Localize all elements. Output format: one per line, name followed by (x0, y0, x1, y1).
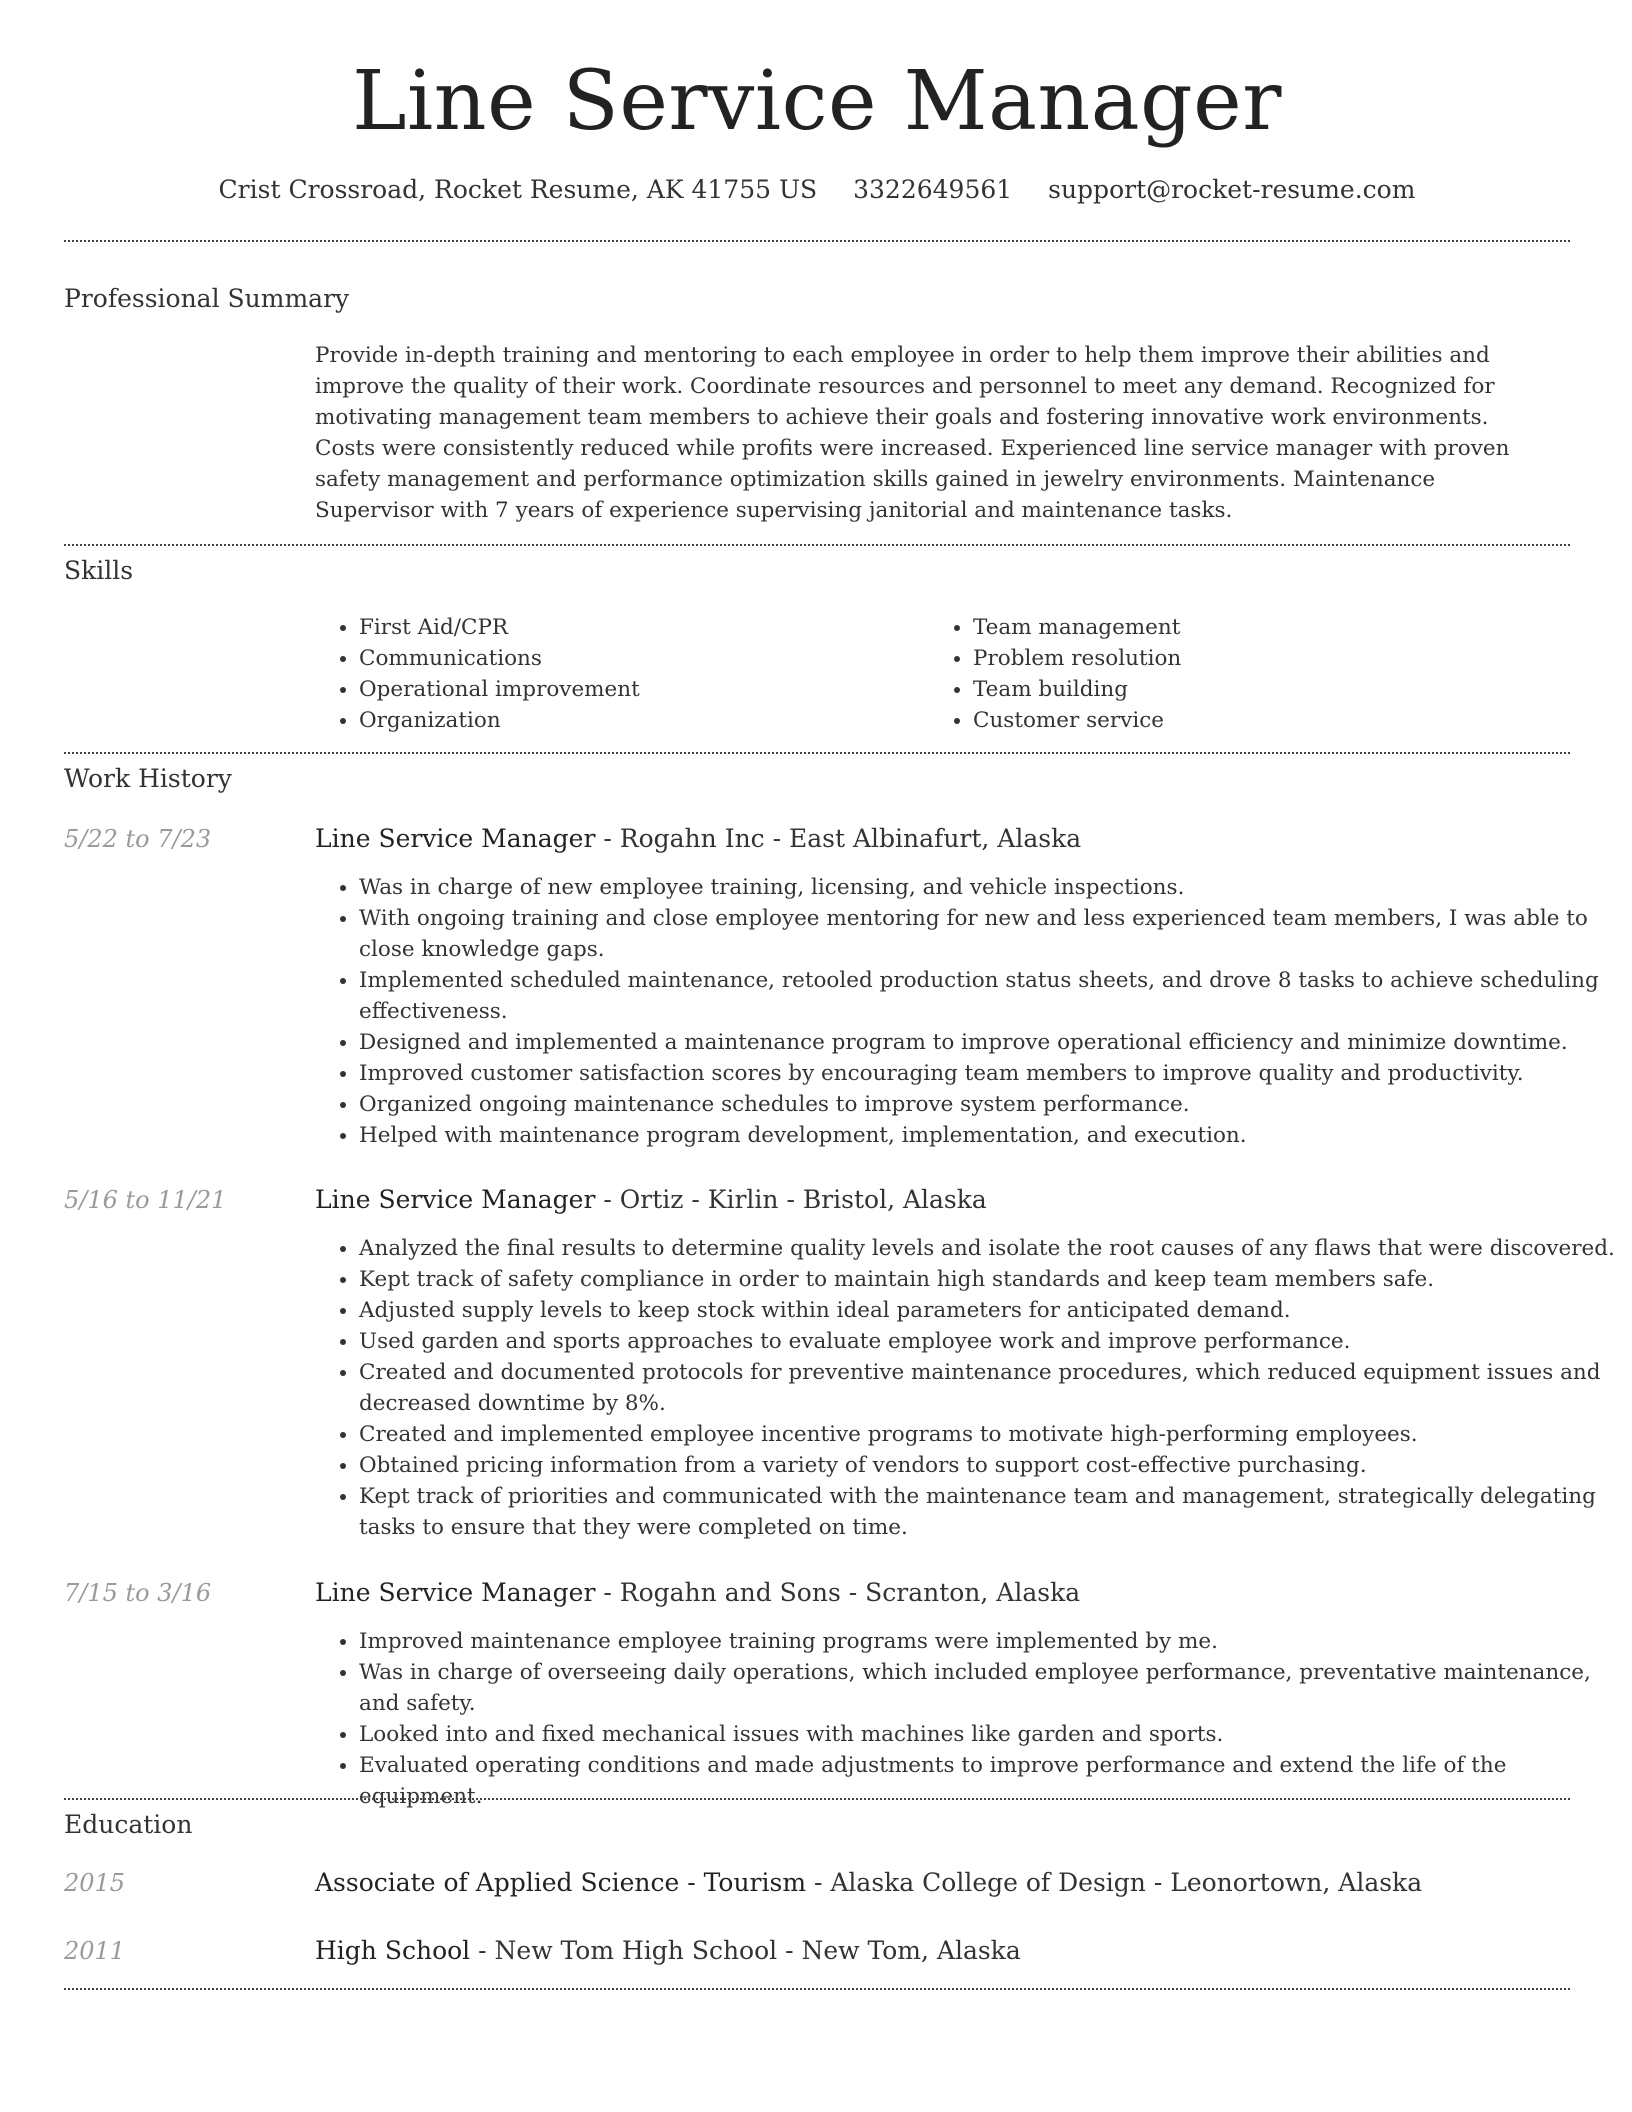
job-heading (315, 822, 1081, 856)
list-item: • Improved customer satisfaction scores by encouraging team members to improve quality and productivity. (359, 1058, 1619, 1089)
section-title-work: Work History (64, 764, 232, 793)
list-item: • Designed and implemented a maintenance program to improve operational efficiency and minimize downtime. (359, 1027, 1619, 1058)
job-role: Line Service Manager (315, 824, 596, 853)
job-dates: 5/16 to 11/21 (64, 1186, 227, 1214)
divider (64, 1798, 1570, 1800)
list-item: • Created and documented protocols for preventive maintenance procedures, which reduced equipment issues and decreased downtime by 8%. (359, 1357, 1619, 1419)
section-title-skills: Skills (64, 556, 134, 585)
job-company: - Ortiz - Kirlin - Bristol, Alaska (595, 1185, 987, 1214)
list-item: • Improved maintenance employee training programs were implemented by me. (359, 1626, 1619, 1657)
summary-text: Provide in-depth training and mentoring to each employee in order to help them improve their abilities and improve the quality of their work. Coordinate resources and personnel to meet any demand. Recognized for motivating management team members to achieve their goals and fostering innovative work environments. Costs were consistently reduced while profits were increased. Experienced line service manager with proven safety management and performance optimization skills gained in jewelry environments. Maintenance Supervisor with 7 years of experience supervising janitorial and maintenance tasks. (315, 343, 1510, 523)
list-item: • Organized ongoing maintenance schedules to improve system performance. (359, 1089, 1619, 1120)
education-degree: High School (315, 1936, 471, 1965)
job-heading (315, 1576, 1080, 1610)
skill-item: • Operational improvement (359, 674, 919, 705)
list-item: • Created and implemented employee incentive programs to motivate high-performing employees. (359, 1419, 1619, 1450)
list-item: • Adjusted supply levels to keep stock within ideal parameters for anticipated demand. (359, 1295, 1619, 1326)
section-title-summary: Professional Summary (64, 284, 350, 313)
list-item: • Obtained pricing information from a variety of vendors to support cost-effective purchasing. (359, 1450, 1619, 1481)
list-item: • Analyzed the final results to determine quality levels and isolate the root causes of any flaws that were discovered. (359, 1233, 1619, 1264)
contact-email: support@rocket-resume.com (1048, 175, 1416, 204)
list-item: • Implemented scheduled maintenance, retooled production status sheets, and drove 8 tasks to achieve scheduling effectiveness. (359, 965, 1619, 1027)
skill-item: • Organization (359, 705, 919, 736)
list-item: • Was in charge of overseeing daily operations, which included employee performance, preventative maintenance, and safety. (359, 1657, 1619, 1719)
job-bullets (315, 1233, 1619, 1543)
education-year: 2011 (64, 1937, 126, 1965)
education-year: 2015 (64, 1869, 126, 1897)
list-item: • Kept track of priorities and communicated with the maintenance team and management, strategically delegating tasks to ensure that they were completed on time. (359, 1481, 1619, 1543)
job-bullets (315, 872, 1619, 1151)
contact-address: Crist Crossroad, Rocket Resume, AK 41755 US (218, 175, 818, 204)
list-item: • Was in charge of new employee training, licensing, and vehicle inspections. (359, 872, 1619, 903)
education-entry (315, 1934, 1021, 1968)
education-entry (315, 1866, 1422, 1900)
job-dates: 7/15 to 3/16 (64, 1579, 212, 1607)
skills-list-left (315, 612, 919, 736)
list-item: • Evaluated operating conditions and made adjustments to improve performance and extend the life of the equipment. (359, 1750, 1619, 1812)
list-item: • Looked into and fixed mechanical issues with machines like garden and sports. (359, 1719, 1619, 1750)
job-bullets (315, 1626, 1619, 1812)
contact-line (64, 172, 1570, 208)
job-role: Line Service Manager (315, 1578, 596, 1607)
job-heading (315, 1183, 987, 1217)
skills-list-right (929, 612, 1533, 736)
list-item: • Kept track of safety compliance in order to maintain high standards and keep team members safe. (359, 1264, 1619, 1295)
list-item: • Used garden and sports approaches to evaluate employee work and improve performance. (359, 1326, 1619, 1357)
skill-item: • First Aid/CPR (359, 612, 919, 643)
divider (64, 752, 1570, 754)
job-company: - Rogahn Inc - East Albinafurt, Alaska (595, 824, 1082, 853)
resume-title: Line Service Manager (352, 54, 1282, 149)
divider (64, 1988, 1570, 1990)
skill-item: • Problem resolution (973, 643, 1533, 674)
skill-item: • Customer service (973, 705, 1533, 736)
section-title-education: Education (64, 1810, 193, 1839)
job-dates: 5/22 to 7/23 (64, 825, 212, 853)
divider (64, 240, 1570, 242)
education-degree: Associate of Applied Science - Tourism (315, 1868, 807, 1897)
contact-phone: 3322649561 (853, 175, 1013, 204)
education-school: - New Tom High School - New Tom, Alaska (470, 1936, 1021, 1965)
skill-item: • Team management (973, 612, 1533, 643)
divider (64, 544, 1570, 546)
list-item: • With ongoing training and close employee mentoring for new and less experienced team members, I was able to close knowledge gaps. (359, 903, 1619, 965)
job-role: Line Service Manager (315, 1185, 596, 1214)
skill-item: • Team building (973, 674, 1533, 705)
education-school: - Alaska College of Design - Leonortown, Alaska (806, 1868, 1423, 1897)
skill-item: • Communications (359, 643, 919, 674)
list-item: • Helped with maintenance program development, implementation, and execution. (359, 1120, 1619, 1151)
job-company: - Rogahn and Sons - Scranton, Alaska (595, 1578, 1081, 1607)
